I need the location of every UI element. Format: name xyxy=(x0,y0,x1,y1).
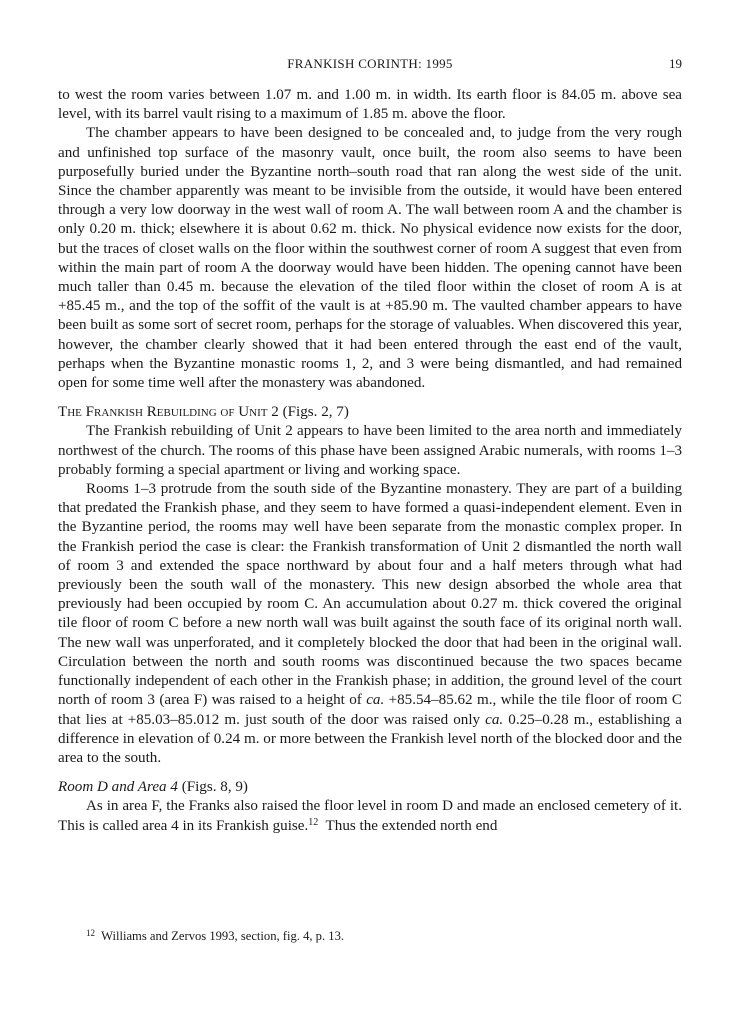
ca-abbrev: ca. xyxy=(366,692,385,709)
paragraph-5-text: As in area F, the Franks also raised the floor level in room D and made an enclosed cemetery of it. This is called area 4 in its Frankish guise. xyxy=(58,798,682,834)
subsection-heading-figs: (Figs. 8, 9) xyxy=(181,779,248,796)
paragraph-4-mid: +85.54–85.62 m., while the tile floor of room C that lies at +85.03–85.012 m. just south of the door was raised only xyxy=(58,692,682,728)
footnote-12 xyxy=(58,928,682,944)
footnote-number: 12 xyxy=(86,928,95,938)
paragraph-2: The chamber appears to have been designed to be concealed and, to judge from the very rough and unfinished top surface of the masonry vault, once built, the room also seems to have been purposefully buried under the Byzantine north–south road that ran along the west side of the unit. Since the chamber apparently was meant to be invisible from the outside, it would have been entered through a very low doorway in the west wall of room A. The wall between room A and the chamber is only 0.20 m. thick; elsewhere it is about 0.62 m. thick. No physical evidence now exists for the door, but the traces of closet walls on the floor within the southwest corner of room A suggest that even from within the main part of room A the doorway would have been hidden. The opening cannot have been much taller than 0.45 m. because the elevation of the tiled floor within the closet of room A is at +85.45 m., and the top of the soffit of the vault is at +85.90 m. The vaulted chamber appears to have been built as some sort of secret room, perhaps for the storage of valuables. When discovered this year, however, the chamber clearly showed that it had been entered through the east end of the vault, perhaps when the Byzantine monastic rooms 1, 2, and 3 were being dismantled, and had remained open for some time well after the monastery was abandoned. xyxy=(58,125,682,392)
subsection-heading-room-d xyxy=(58,778,682,797)
paragraph-3: The Frankish rebuilding of Unit 2 appears to have been limited to the area north and immediately northwest of the church. The rooms of this phase have been assigned Arabic numerals, with rooms 1–3 probably forming a special apartment or living and working space. xyxy=(58,423,682,478)
ca-abbrev: ca. xyxy=(485,711,504,728)
paragraph-5 xyxy=(58,797,682,835)
paragraph-4 xyxy=(58,480,682,768)
running-head-title: FRANKISH CORINTH: 1995 xyxy=(287,56,453,71)
paragraph-4-end: 0.25–0.28 m., establishing a difference in elevation of 0.24 m. or more between the Frankish level north of the blocked door and the area to the south. xyxy=(58,711,682,766)
paragraph-1: to west the room varies between 1.07 m. and 1.00 m. in width. Its earth floor is 84.05 m. above sea level, with its barrel vault rising to a maximum of 1.85 m. above the floor. xyxy=(58,87,682,123)
paragraph-5-end: Thus the extended north end xyxy=(325,817,498,834)
section-heading-text: The Frankish Rebuilding of Unit 2 xyxy=(58,404,279,421)
body-text xyxy=(58,86,682,836)
section-heading-figs: (Figs. 2, 7) xyxy=(282,404,349,421)
paragraph-4-text: Rooms 1–3 protrude from the south side of the Byzantine monastery. They are part of a building that predated the Frankish phase, and they seem to have formed a quasi-independent element. Even in the Byzantine period, the rooms may well have been separate from the monastic complex proper. In the Frankish period the case is clear: the Frankish transformation of Unit 2 dismantled the north wall of room 3 and extended the space northward by about four and a half meters through what had previously been the south wall of the monastery. This new design absorbed the whole area that previously had been occupied by room C. An accumulation about 0.27 m. thick covered the original tile floor of room C before a new north wall was built against the south face of its original north wall. The new wall was unperforated, and it completely blocked the door that had been in the original wall. Circulation between the north and south rooms was discontinued because the two spaces became functionally independent of each other in the Frankish phase; in addition, the ground level of the court north of room 3 (area F) was raised to a height of xyxy=(58,481,682,709)
running-head xyxy=(58,56,682,76)
page-number: 19 xyxy=(669,56,682,71)
footnote-ref-12[interactable]: 12 xyxy=(308,816,319,828)
subsection-heading-text: Room D and Area 4 xyxy=(58,779,178,796)
footnote-text: Williams and Zervos 1993, section, fig. 4, p. 13. xyxy=(101,929,345,943)
section-heading-frankish-rebuilding xyxy=(58,403,682,422)
